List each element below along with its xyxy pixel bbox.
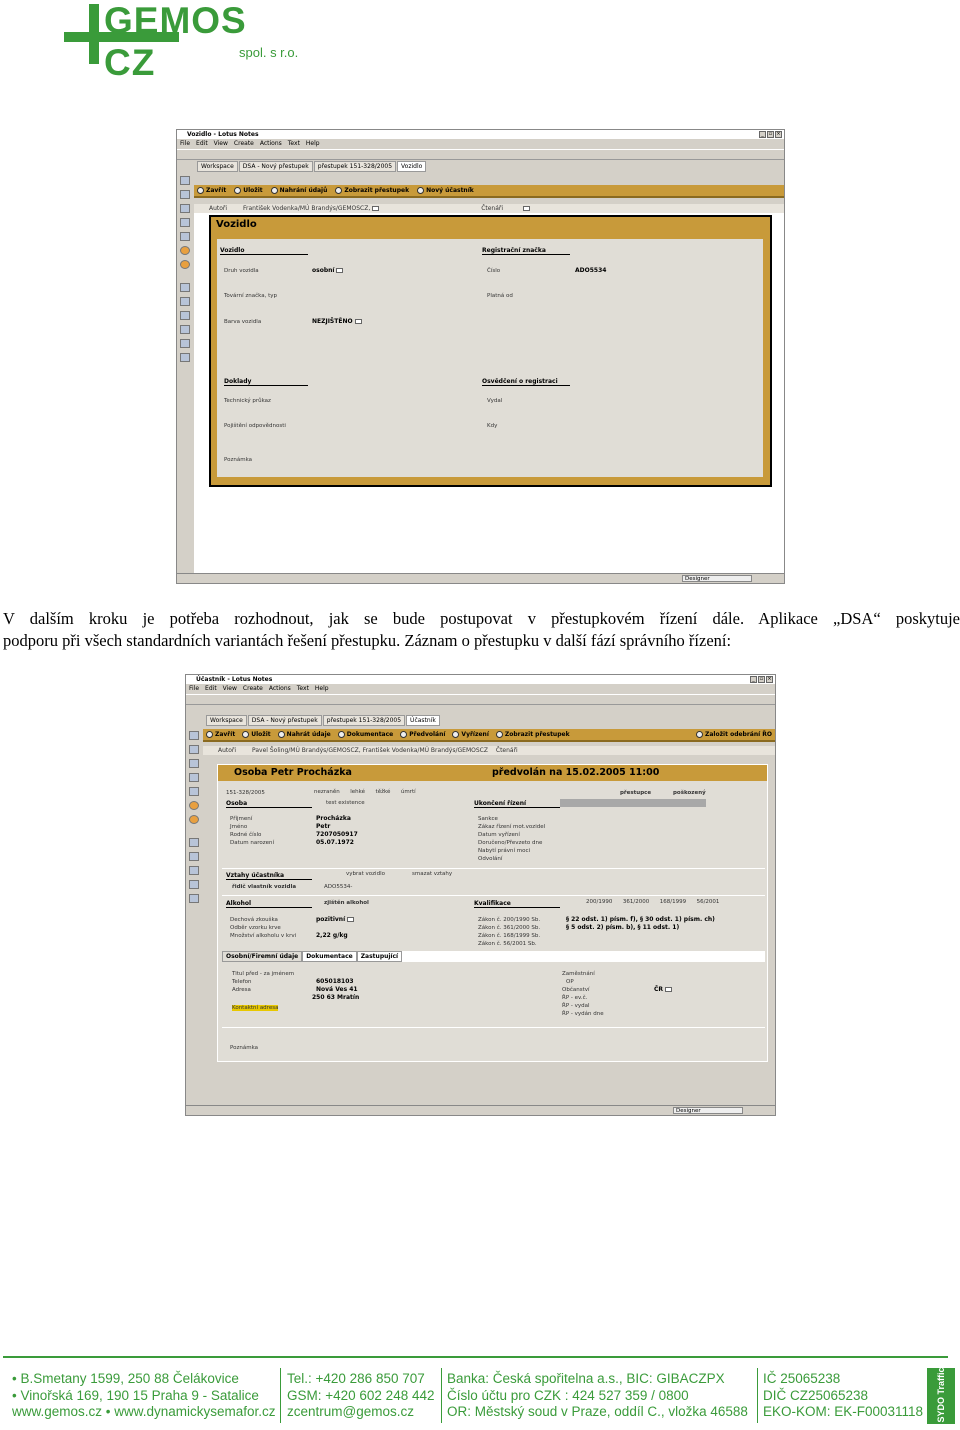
sidebar-icon[interactable] [189,801,199,810]
author-bar [203,746,775,755]
menu-view[interactable]: View [213,140,228,147]
menu-help[interactable]: Help [314,685,329,692]
document-icon [338,731,345,738]
save-icon [234,187,241,194]
menu-file[interactable]: File [189,685,200,692]
injury-radio-group[interactable] [314,789,416,795]
mnozstvi-label: Množství alkoholu v krvi [230,933,297,939]
author-bar [194,204,784,213]
tab-strip[interactable] [206,715,440,726]
doruceno-label: Doručeno/Převzeto dne [478,840,543,846]
section-osvedceni: Osvědčení o registraci [482,378,570,386]
sidebar-icon[interactable] [189,787,199,796]
druh-value[interactable]: osobní [312,267,343,274]
platna-label: Platná od [487,293,513,299]
sidebar-icon[interactable] [189,838,199,847]
menu-bar[interactable] [186,684,775,693]
footer-dic: DIČ CZ25065238 [763,1387,869,1403]
authors-value[interactable]: František Vodenka/MÚ Brandýs/GEMOSCZ, [243,205,371,212]
logo-main-text: GEMOS CZ [104,0,247,83]
radio-lehke[interactable]: lehké [350,789,366,795]
close-icon [197,187,204,194]
sidebar-icon[interactable] [180,339,190,348]
menu-create[interactable]: Create [233,140,254,147]
footer-ekokom: EKO-KOM: EK-F00031118 [763,1404,924,1419]
titul-label: Titul před - za jménem [232,971,295,977]
rodne-cislo-value[interactable]: 7207050917 [316,831,358,838]
sidebar-icon[interactable] [189,815,199,824]
sidebar-icon[interactable] [180,297,190,306]
documentation-button[interactable]: Dokumentace [338,731,394,738]
show-offense-button[interactable]: Zobrazit přestupek [335,187,409,194]
menu-text[interactable]: Text [296,685,309,692]
menu-actions[interactable]: Actions [259,140,282,147]
resolve-button[interactable]: Vyřízení [452,731,488,738]
cislo-label: Číslo [487,268,501,274]
osoba-header [218,765,767,781]
radio-tezke[interactable]: těžké [375,789,391,795]
tab-dsa[interactable]: DSA - Nový přestupek [239,161,313,172]
rp-evc-label: ŘP - ev.č. [562,995,588,1001]
footer-address [12,1371,276,1421]
screenshot-ucastnik [185,674,776,1116]
divider [222,895,765,896]
logo-sub-text: spol. s r.o. [239,45,299,60]
divider [222,868,765,869]
osoba-form [217,764,768,1062]
tab-ucastnik[interactable]: Účastník [406,715,440,726]
sidebar-icon[interactable] [189,731,199,740]
dechova-label: Dechová zkouška [230,917,278,923]
close-button[interactable]: Zavřít [197,187,226,194]
window-controls[interactable]: _ ▫ × [759,131,782,138]
odvolani-label: Odvolání [478,856,503,862]
smazat-vztahy-button[interactable]: smazat vztahy [412,871,453,877]
tab-prestupek[interactable]: přestupek 151-328/2005 [314,161,396,172]
adresa-value[interactable]: Nová Ves 41 [316,986,358,993]
tp-label: Technický průkaz [224,398,271,404]
sydo-traffic-logo [927,1368,955,1424]
sidebar-icon[interactable] [189,759,199,768]
zamestnani-label: Zaměstnání [562,971,595,977]
vydal-label: Vydal [487,398,503,404]
readers-label: Čtenáři [481,205,504,212]
sidebar-icon[interactable] [189,866,199,875]
test-existence-button[interactable]: test existence [326,800,365,806]
sidebar-icon[interactable] [180,260,190,269]
obcanstvi-label: Občanství [562,987,590,993]
menu-text[interactable]: Text [287,140,300,147]
sidebar-icon[interactable] [180,232,190,241]
status-designer[interactable]: Designer [673,1107,743,1114]
footer-separator [757,1368,758,1423]
toolbar[interactable] [177,149,784,160]
paragraph-line-1: V dalším kroku je potřeba rozhodnout, jak se bude postupovat v přestupkovém řízení dále. Aplikace „DSA“ poskytuje [3,609,960,628]
footer-bank [447,1371,748,1421]
sidebar-icon[interactable] [180,311,190,320]
telefon-label: Telefon [232,979,252,985]
prijmeni-value[interactable]: Procházka [316,815,351,822]
window-title: Vozidlo - Lotus Notes [177,130,784,139]
menu-edit[interactable]: Edit [205,685,217,692]
status-designer[interactable]: Designer [682,575,752,582]
predvolan: předvolán na 15.02.2005 11:00 [492,767,660,778]
readers-label: Čtenáři [495,747,518,754]
license-icon [696,731,703,738]
zakon-56-label: Zákon č. 56/2001 Sb. [478,941,537,947]
section-ukonceni: Ukončení řízení [474,800,560,808]
sidebar[interactable] [177,172,193,573]
menu-edit[interactable]: Edit [196,140,208,147]
zakon-361-value[interactable]: § 5 odst. 2) písm. b), § 11 odst. 1) [566,924,680,931]
footer-gsm: GSM: +420 602 248 442 [287,1387,435,1403]
footer-web[interactable]: www.gemos.cz • www.dynamickysemafor.cz [12,1404,276,1419]
authors-label: Autoři [209,205,228,212]
section-vozidlo: Vozidlo [220,247,308,255]
rodne-cislo-label: Rodné číslo [230,832,262,838]
sankce-label: Sankce [478,816,498,822]
mnozstvi-value[interactable]: 2,22 g/kg [316,932,348,939]
menu-create[interactable]: Create [242,685,263,692]
body-paragraph [3,608,960,652]
section-doklady: Doklady [224,378,308,386]
dechova-value[interactable]: pozitivní [316,916,354,923]
save-icon [242,731,249,738]
resolve-icon [452,731,459,738]
tab-workspace[interactable]: Workspace [206,715,247,726]
obcanstvi-value[interactable]: ČR [654,986,672,993]
footer-contact [287,1371,435,1421]
vybrat-vozidlo-button[interactable]: vybrat vozidlo [346,871,385,877]
footer-bank-3: OR: Městský soud v Praze, oddíl C., vložka 46588 [447,1404,748,1419]
sidebar-icon[interactable] [189,894,199,903]
toolbar[interactable] [186,694,775,705]
grey-field [560,799,706,807]
footer-divider [3,1356,948,1358]
kval-code-3[interactable]: 168/1999 [659,899,687,905]
radio-umrti[interactable]: úmrtí [400,789,416,795]
subtab-osobni[interactable]: Osobní/Firemní údaje [222,951,302,962]
summons-button[interactable]: Předvolání [400,731,445,738]
sidebar-icon[interactable] [180,176,190,185]
kdy-label: Kdy [487,423,498,429]
sidebar-icon[interactable] [189,745,199,754]
poznamka-label: Poznámka [224,457,253,463]
company-logo [64,0,304,83]
radio-nezranen[interactable]: nezraněn [314,789,340,795]
barva-value[interactable]: NEZJIŠTĚNO [312,318,362,325]
rp-vydal-label: ŘP - vydal [562,1003,590,1009]
footer-ids [763,1371,923,1421]
odber-label: Odběr vzorku krve [230,925,281,931]
footer-bank-2: Číslo účtu pro CZK : 424 527 359 / 0800 [447,1387,689,1403]
tab-workspace[interactable]: Workspace [197,161,238,172]
tab-strip[interactable] [197,161,426,172]
telefon-value[interactable]: 605018103 [316,978,354,985]
load-icon [271,187,278,194]
footer-ic: IČ 25065238 [763,1371,841,1386]
action-bar[interactable] [194,185,784,198]
ridic-label: řidič vlastník vozidla [232,884,297,890]
sidebar-icon[interactable] [180,246,190,255]
nabyti-label: Nabytí právní moci [478,848,531,854]
chk-poskozeny[interactable]: poškozený [673,790,706,796]
menu-help[interactable]: Help [305,140,320,147]
sidebar-icon[interactable] [189,852,199,861]
divider [222,1027,765,1028]
menu-file[interactable]: File [180,140,191,147]
footer-bank-1: Banka: Česká spořitelna a.s., BIC: GIBACZPX [447,1371,725,1386]
sidebar-icon[interactable] [180,218,190,227]
footer-email[interactable]: zcentrum@gemos.cz [287,1404,414,1419]
rp-vydan-label: ŘP - vydán dne [562,1011,604,1017]
subtab-dokumentace[interactable]: Dokumentace [302,951,357,962]
screenshot-vozidlo [176,129,785,584]
footer-address-2: • Vinořská 169, 190 15 Praha 9 - Satalice [12,1387,259,1403]
view-icon [496,731,503,738]
sidebar-icon[interactable] [189,773,199,782]
close-icon [206,731,213,738]
section-vztahy: Vztahy účastníka [226,872,312,880]
datum-narozeni-label: Datum narození [230,840,274,846]
section-alkohol: Alkohol [226,900,312,908]
poznamka-label: Poznámka [230,1045,259,1051]
new-participant-button[interactable]: Nový účastník [417,187,474,194]
jmeno-label: Jméno [230,824,248,830]
section-registrace: Registrační značka [482,247,570,255]
load-data-button[interactable]: Nahrání údajů [271,187,328,194]
sidebar-icon[interactable] [180,353,190,362]
status-bar [186,1105,775,1115]
menu-bar[interactable] [177,139,784,148]
zakon-200-label: Zákon č. 200/1990 Sb. [478,917,541,923]
tab-vozidlo[interactable]: Vozidlo [397,161,426,172]
zakon-168-label: Zákon č. 168/1999 Sb. [478,933,541,939]
sydo-traffic-text: SYDO Traffic [936,1367,946,1423]
chk-zjisten-alkohol[interactable]: zjištěn alkohol [324,900,369,906]
op-label: OP [566,979,574,985]
tovarni-label: Tovární značka, typ [224,293,277,299]
footer-address-1: • B.Smetany 1599, 250 88 Čelákovice [12,1371,239,1386]
kontaktni-adresa-label[interactable]: Kontaktní adresa [232,1005,279,1011]
window-controls[interactable]: _ ▫ × [750,676,773,683]
tab-prestupek[interactable]: přestupek 151-328/2005 [323,715,405,726]
datum-vyrizeni-label: Datum vyřízení [478,832,520,838]
menu-view[interactable]: View [222,685,237,692]
zakon-361-label: Zákon č. 361/2000 Sb. [478,925,541,931]
subtab-zastupujici[interactable]: Zastupující [357,951,402,962]
load-data-button[interactable]: Nahrát údaje [278,731,331,738]
form-title: Vozidlo [216,219,257,230]
add-icon [417,187,424,194]
sidebar-icon[interactable] [189,880,199,889]
sidebar-icon[interactable] [180,325,190,334]
adresa-value-2[interactable]: 250 63 Mratín [312,994,360,1001]
zakaz-label: Zákaz řízení mot.vozidel [478,824,546,830]
kval-code-4[interactable]: 56/2001 [696,899,720,905]
authors-value[interactable]: Pavel Šoling/MÚ Brandýs/GEMOSCZ, František Vodenka/MÚ Brandýs/GEMOSCZ [252,747,488,754]
osoba-title: Osoba Petr Procházka [234,767,352,778]
window-title: Účastník - Lotus Notes [186,675,775,684]
sidebar-icon[interactable] [180,190,190,199]
load-icon [278,731,285,738]
zakon-200-value[interactable]: § 22 odst. 1) písm. f), § 30 odst. 1) písm. ch) [566,916,715,923]
save-button[interactable]: Uložit [242,731,270,738]
kval-code-2[interactable]: 361/2000 [622,899,650,905]
action-bar[interactable] [203,729,775,742]
jmeno-value[interactable]: Petr [316,823,331,830]
druh-label: Druh vozidla [224,268,259,274]
close-button[interactable]: Zavřít [206,731,235,738]
form-panel [217,239,763,477]
pojisteni-label: Pojištění odpovědnosti [224,423,286,429]
section-osoba: Osoba [226,800,312,808]
show-offense-button[interactable]: Zobrazit přestupek [496,731,570,738]
footer-separator [280,1368,281,1423]
barva-label: Barva vozidla [224,319,262,325]
kval-codes[interactable] [586,899,719,905]
menu-actions[interactable]: Actions [268,685,291,692]
footer-separator [441,1368,442,1423]
adresa-label: Adresa [232,987,251,993]
prijmeni-label: Příjmení [230,816,253,822]
summons-icon [400,731,407,738]
subtab-strip[interactable] [222,951,765,962]
cislo-jednaci: 151-328/2005 [226,790,265,796]
revoke-license-button[interactable]: Založit odebrání ŘO [696,731,772,738]
vozidlo-form [209,215,772,487]
footer-tel: Tel.: +420 286 850 707 [287,1371,425,1386]
status-bar [177,573,784,583]
chk-prestupce[interactable]: přestupce [620,790,652,796]
ridic-value: ADO5534- [324,884,353,890]
sidebar[interactable] [186,727,202,1105]
view-icon [335,187,342,194]
authors-label: Autoři [218,747,237,754]
tab-dsa[interactable]: DSA - Nový přestupek [248,715,322,726]
cislo-value[interactable]: ADO5534 [575,267,607,274]
sidebar-icon[interactable] [180,283,190,292]
sidebar-icon[interactable] [180,204,190,213]
paragraph-line-2: podporu při všech standardních variantách řešení přestupku. Záznam o přestupku v další fází správního řízení: [3,631,732,650]
datum-narozeni-value[interactable]: 05.07.1972 [316,839,354,846]
save-button[interactable]: Uložit [234,187,262,194]
kval-code-1[interactable]: 200/1990 [586,899,613,905]
section-kvalifikace: Kvalifikace [474,900,560,908]
